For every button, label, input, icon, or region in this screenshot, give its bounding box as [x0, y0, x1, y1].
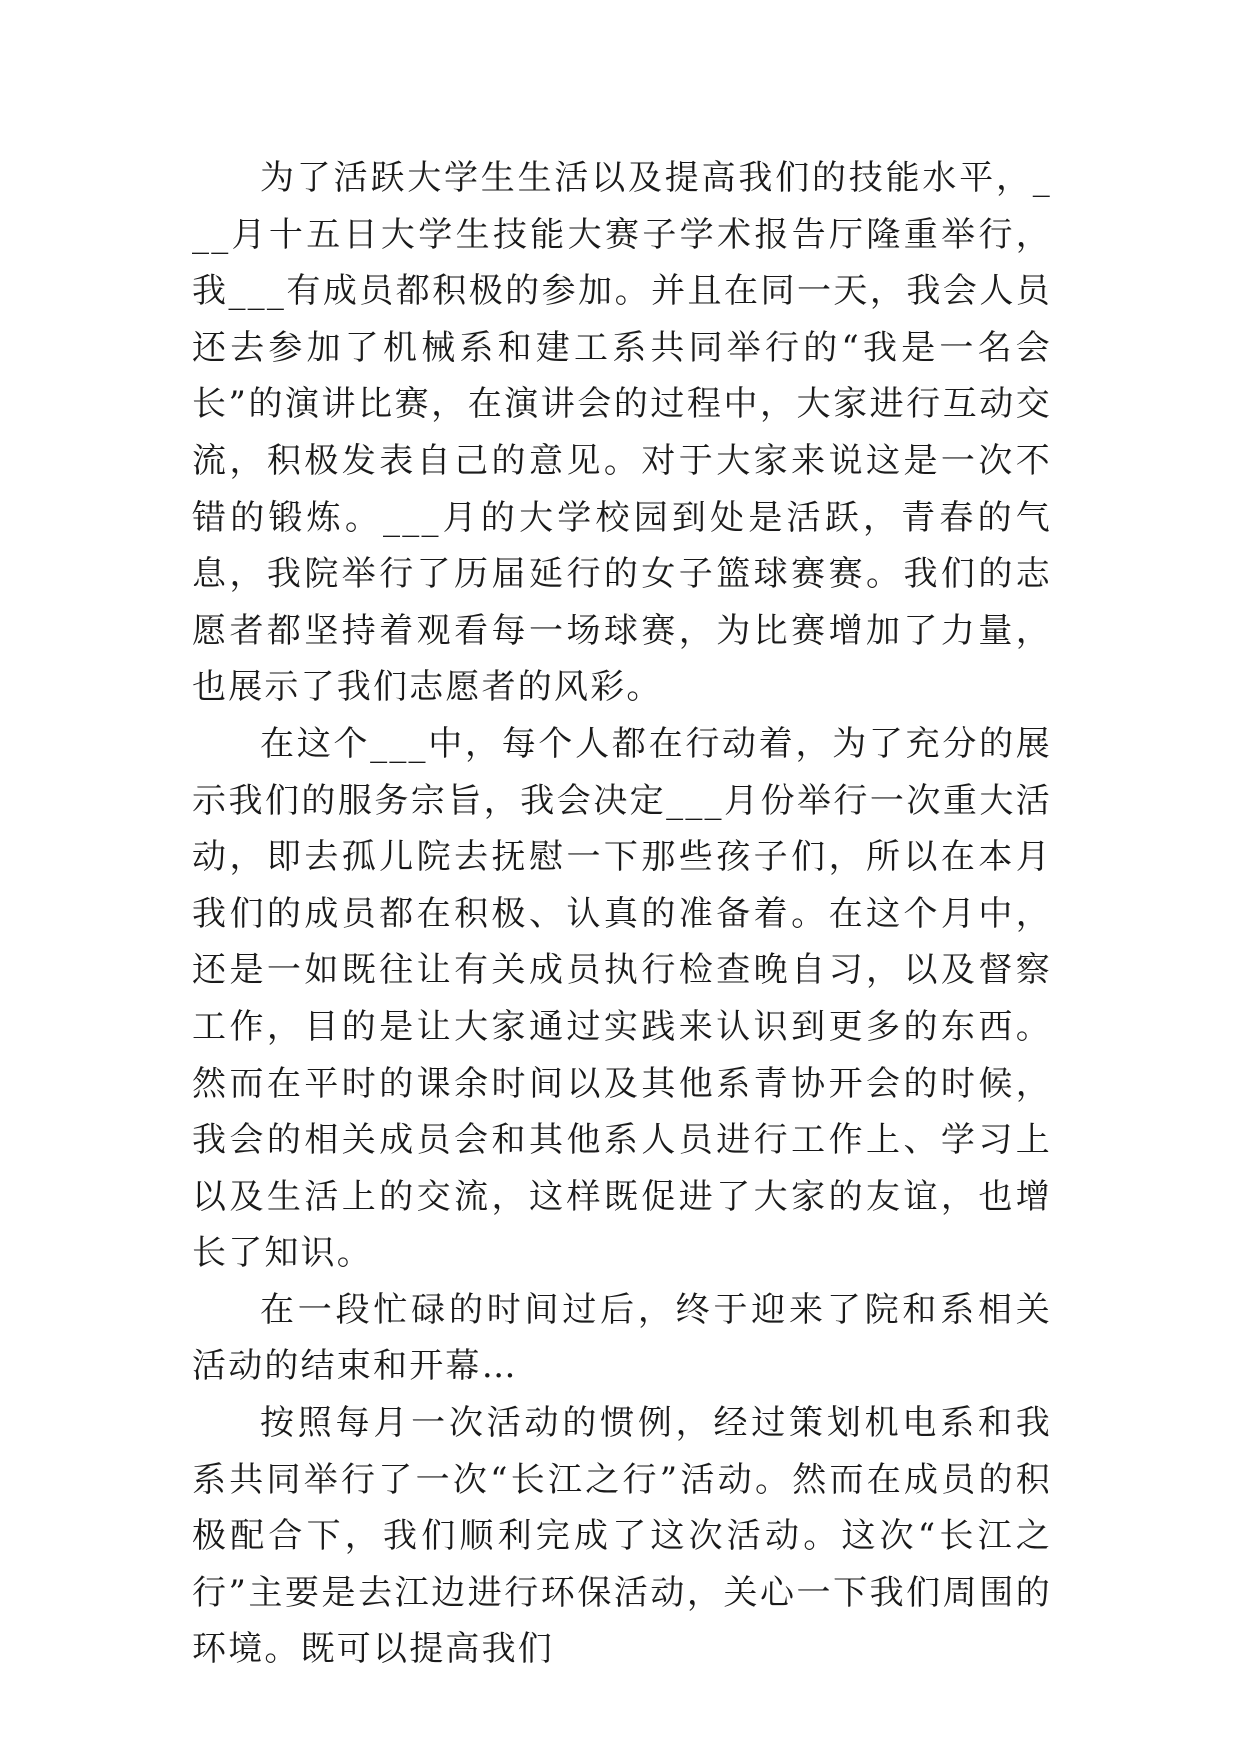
document-body	[192, 150, 1052, 1678]
paragraph-4: 按照每月一次活动的惯例，经过策划机电系和我系共同举行了一次“长江之行”活动。然而在成员的积极配合下，我们顺利完成了这次活动。这次“长江之行”主要是去江边进行环保活动，关心一下我们周围的环境。既可以提高我们	[192, 1403, 1052, 1670]
paragraph-1: 为了活跃大学生生活以及提高我们的技能水平，___月十五日大学生技能大赛子学术报告厅隆重举行，我___有成员都积极的参加。并且在同一天，我会人员还去参加了机械系和建工系共同举行的“我是一名会长”的演讲比赛，在演讲会的过程中，大家进行互动交流，积极发表自己的意见。对于大家来说这是一次不错的锻炼。___月的大学校园到处是活跃，青春的气息，我院举行了历届延行的女子篮球赛赛。我们的志愿者都坚持着观看每一场球赛，为比赛增加了力量，也展示了我们志愿者的风彩。	[192, 158, 1052, 708]
paragraph-2: 在这个___中，每个人都在行动着，为了充分的展示我们的服务宗旨，我会决定___月份举行一次重大活动，即去孤儿院去抚慰一下那些孩子们，所以在本月我们的成员都在积极、认真的准备着。在这个月中，还是一如既往让有关成员执行检查晚自习，以及督察工作，目的是让大家通过实践来认识到更多的东西。然而在平时的课余时间以及其他系青协开会的时候，我会的相关成员会和其他系人员进行工作上、学习上以及生活上的交流，这样既促进了大家的友谊，也增长了知识。	[192, 723, 1052, 1274]
paragraph-3: 在一段忙碌的时间过后，终于迎来了院和系相关活动的结束和开幕…	[192, 1289, 1052, 1387]
